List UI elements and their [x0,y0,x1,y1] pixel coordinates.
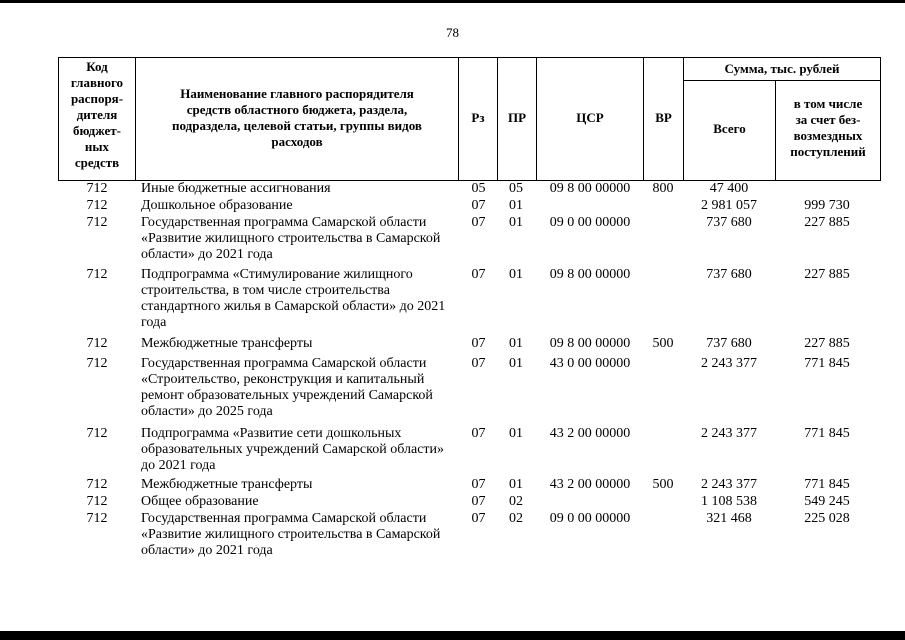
row-rz: 07 [471,477,486,492]
row-free: 227 885 [804,267,850,282]
row-code: 712 [86,511,108,526]
header-vr-label: ВР [655,110,672,125]
row-code: 712 [86,356,108,371]
row-total: 2 243 377 [701,356,757,371]
row-pr: 01 [509,215,523,230]
row-csr: 09 0 00 00000 [549,215,631,230]
row-vr: 500 [652,336,674,351]
row-total: 2 243 377 [701,477,757,492]
row-rz: 07 [471,511,486,526]
row-total: 2 243 377 [701,426,757,441]
row-free: 549 245 [804,494,850,509]
row-name: Дошкольное образование [141,198,293,213]
row-csr: 43 0 00 00000 [549,356,631,371]
row-pr: 01 [509,426,523,441]
row-pr: 01 [509,336,523,351]
row-pr: 01 [509,267,523,282]
row-name: Подпрограмма «Стимулирование жилищного строительства, в том числе строительства стандартного жилья в Самарской области» до 2021 года [141,267,446,330]
header-pr-label: ПР [507,110,527,125]
row-code: 712 [86,426,108,441]
header-free-label: в том числе за счет без- возмездных поступлений [790,96,866,159]
row-free: 227 885 [804,215,850,230]
page-number: 78 [446,25,459,40]
row-pr: 01 [509,477,523,492]
header-rz-label: Рз [471,110,485,125]
row-name: Государственная программа Самарской области «Строительство, реконструкция и капитальный ремонт образовательных учреждений Самарской области» до 2025 года [141,356,433,419]
row-vr: 800 [652,181,674,196]
row-total: 47 400 [709,181,749,196]
row-pr: 02 [509,494,523,509]
row-rz: 07 [471,198,486,213]
row-csr: 09 8 00 00000 [549,267,631,282]
row-code: 712 [86,494,108,509]
row-code: 712 [86,336,108,351]
row-total: 1 108 538 [701,494,757,509]
row-csr: 43 2 00 00000 [549,477,631,492]
row-rz: 07 [471,215,486,230]
row-rz: 07 [471,267,486,282]
row-code: 712 [86,181,108,196]
row-code: 712 [86,198,108,213]
row-name: Межбюджетные трансферты [141,477,313,492]
row-vr: 500 [652,477,674,492]
bottom-border-rule [0,631,905,640]
row-free: 999 730 [804,198,850,213]
row-pr: 01 [509,356,523,371]
row-name: Подпрограмма «Развитие сети дошкольных образовательных учреждений Самарской области» до 2021 года [141,426,445,473]
row-csr: 09 0 00 00000 [549,511,631,526]
row-name: Межбюджетные трансферты [141,336,313,351]
row-name: Иные бюджетные ассигнования [141,181,331,196]
row-code: 712 [86,267,108,282]
row-pr: 02 [509,511,523,526]
row-free: 771 845 [804,477,850,492]
header-csr-label: ЦСР [576,110,604,125]
row-code: 712 [86,477,108,492]
row-total: 2 981 057 [701,198,757,213]
row-free: 225 028 [804,511,850,526]
row-free: 771 845 [804,356,850,371]
header-total-label: Всего [713,121,746,136]
row-rz: 05 [471,181,486,196]
row-rz: 07 [471,426,486,441]
row-pr: 05 [509,181,523,196]
row-pr: 01 [509,198,523,213]
row-rz: 07 [471,336,486,351]
row-name: Государственная программа Самарской области «Развитие жилищного строительства в Самарской области» до 2021 года [141,215,441,262]
row-rz: 07 [471,356,486,371]
row-csr: 43 2 00 00000 [549,426,631,441]
row-free: 771 845 [804,426,850,441]
row-total: 737 680 [706,336,752,351]
row-total: 321 468 [706,511,752,526]
header-sum-label: Сумма, тыс. рублей [724,61,840,76]
row-name: Государственная программа Самарской области «Развитие жилищного строительства в Самарской области» до 2021 года [141,511,441,558]
row-name: Общее образование [141,494,259,509]
row-csr: 09 8 00 00000 [549,336,631,351]
header-name-label: Наименование главного распорядителя средств областного бюджета, раздела, подраздела, целевой статьи, группы видов расходов [172,86,422,149]
header-code-label: Код главного распоря- дителя бюджет- ных средств [70,59,124,170]
row-code: 712 [86,215,108,230]
row-free: 227 885 [804,336,850,351]
row-total: 737 680 [706,267,752,282]
top-border-rule [0,0,905,3]
row-csr: 09 8 00 00000 [549,181,631,196]
row-total: 737 680 [706,215,752,230]
row-rz: 07 [471,494,486,509]
